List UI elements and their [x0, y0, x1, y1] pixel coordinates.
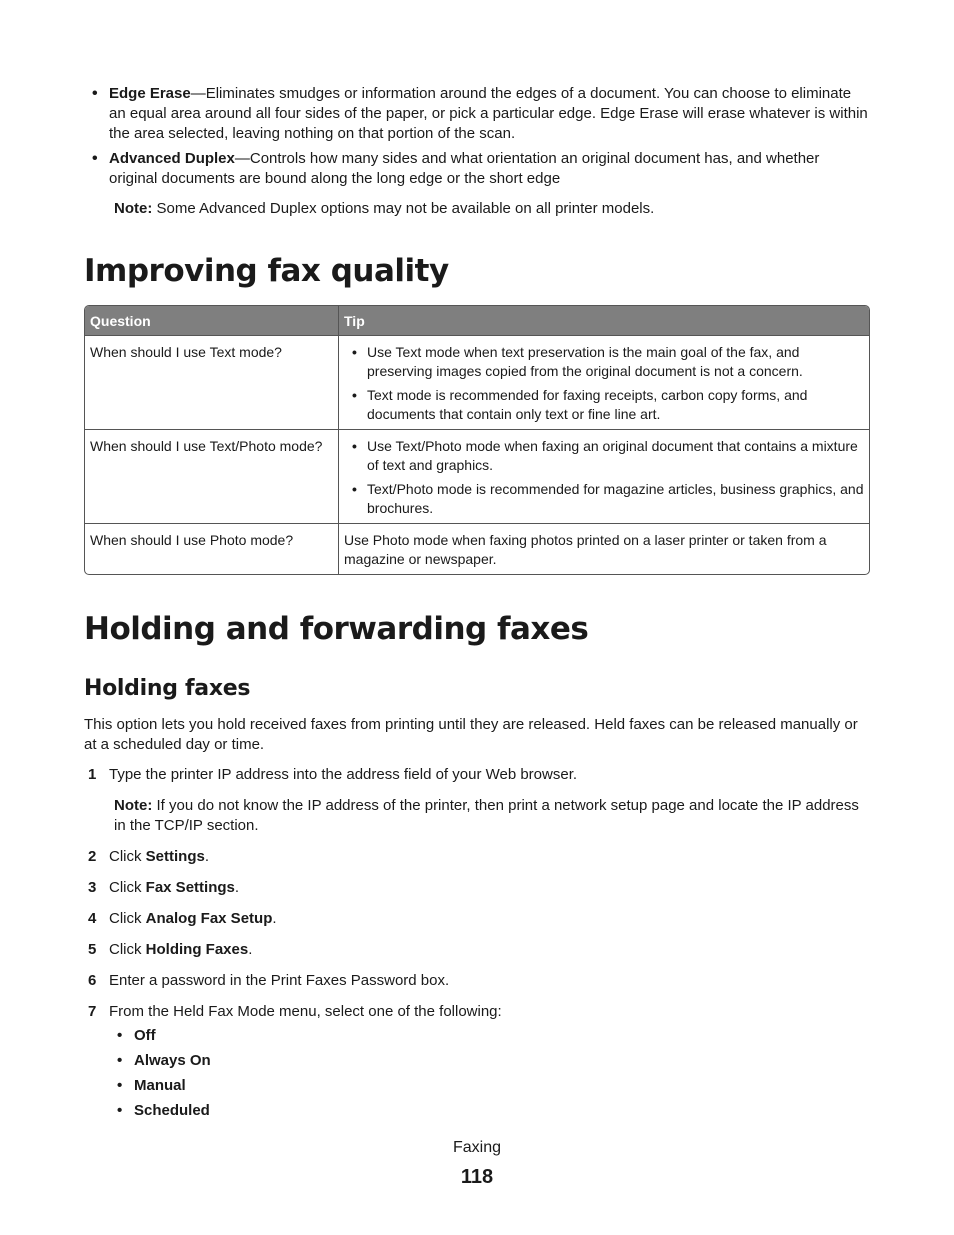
step-item [84, 765, 870, 836]
step-item [84, 909, 870, 929]
step-number: 1 [88, 766, 97, 783]
subsection-intro: This option lets you hold received faxes from printing until they are released. Held faxes can be released manually or at a scheduled day or time. [84, 716, 858, 753]
mode-option: • Scheduled [109, 1101, 870, 1121]
step-text: Click [109, 941, 146, 958]
step-bold: Settings [145, 848, 205, 865]
step-punct: . [204, 848, 210, 865]
step-bold: Analog Fax Setup [145, 910, 273, 927]
tip-cell [338, 335, 869, 429]
step-text: Click [109, 910, 146, 927]
step-item [84, 1002, 870, 1121]
step-note [114, 796, 870, 836]
question-cell: When should I use Text mode? [85, 335, 338, 429]
step-number: 3 [88, 879, 97, 896]
bullet-text: —Controls how many sides and what orientation an original document has, and whether original documents are bound along the long edge or the short edge [109, 150, 820, 187]
mode-option: • Off [109, 1026, 870, 1046]
step-bold: Holding Faxes [145, 941, 249, 958]
note-label: Note: [114, 797, 153, 814]
step-punct: . [234, 879, 240, 896]
list-item [84, 149, 870, 189]
step-text: Type the printer IP address into the address field of your Web browser. [109, 766, 578, 783]
column-header-tip: Tip [338, 306, 869, 335]
tip-item: • Use Text/Photo mode when faxing an original document that contains a mixture of text and graphics. [344, 437, 864, 475]
bullet-term: Advanced Duplex [109, 150, 235, 167]
tip-item: • Use Text mode when text preservation is the main goal of the fax, and preserving images copied from the original document is not a concern. [344, 343, 864, 381]
step-text: From the Held Fax Mode menu, select one of the following: [109, 1003, 502, 1020]
table-row [85, 429, 869, 523]
column-header-question: Question [85, 306, 338, 335]
tip-cell: Use Photo mode when faxing photos printed on a laser printer or taken from a magazine or newspaper. [338, 523, 869, 574]
tip-item: • Text/Photo mode is recommended for magazine articles, business graphics, and brochures. [344, 480, 864, 518]
mode-option: • Manual [109, 1076, 870, 1096]
step-text: Click [109, 879, 146, 896]
question-cell: When should I use Text/Photo mode? [85, 429, 338, 523]
step-item [84, 847, 870, 867]
bullet-term: Edge Erase [109, 85, 191, 102]
footer-section-name: Faxing [452, 1139, 502, 1156]
step-punct: . [272, 910, 277, 927]
note-text: If you do not know the IP address of the printer, then print a network setup page and locate the IP address in the TCP/IP section. [114, 797, 859, 834]
intro-bullet-list [84, 84, 870, 189]
step-number: 7 [88, 1003, 97, 1020]
list-item [84, 84, 870, 144]
tip-cell [338, 429, 869, 523]
note [114, 199, 870, 219]
note-label: Note: [114, 200, 153, 217]
step-number: 4 [88, 910, 97, 927]
step-text: Enter a password in the Print Faxes Password box. [109, 972, 450, 989]
step-text: Click [109, 848, 146, 865]
step-bold: Fax Settings [145, 879, 235, 896]
page-number: 118 [460, 1166, 494, 1188]
bullet-text: —Eliminates smudges or information around the edges of a document. You can choose to eliminate an equal area around all four sides of the paper, or pick a particular edge. Edge Erase will erase whatever is within the area selected, leaving nothing on that portion of the scan. [109, 85, 868, 142]
step-item [84, 971, 870, 991]
subsection-title-holding-faxes: Holding faxes [84, 676, 251, 701]
question-cell: When should I use Photo mode? [85, 523, 338, 574]
section-title-holding-and-forwarding: Holding and forwarding faxes [84, 611, 589, 647]
table-row [85, 335, 869, 429]
mode-options-list [109, 1026, 870, 1121]
step-item [84, 940, 870, 960]
step-item [84, 878, 870, 898]
step-number: 6 [88, 972, 97, 989]
section-title-improving-fax-quality: Improving fax quality [84, 253, 449, 289]
note-text: Some Advanced Duplex options may not be available on all printer models. [152, 200, 655, 217]
step-number: 5 [88, 941, 97, 958]
fax-quality-table [84, 305, 870, 575]
step-punct: . [248, 941, 253, 958]
step-number: 2 [88, 848, 97, 865]
table-row [85, 523, 869, 574]
mode-option: • Always On [109, 1051, 870, 1071]
tip-item: • Text mode is recommended for faxing receipts, carbon copy forms, and documents that contain only text or fine line art. [344, 386, 864, 424]
steps-list [84, 765, 870, 1121]
page-content [84, 84, 870, 1132]
